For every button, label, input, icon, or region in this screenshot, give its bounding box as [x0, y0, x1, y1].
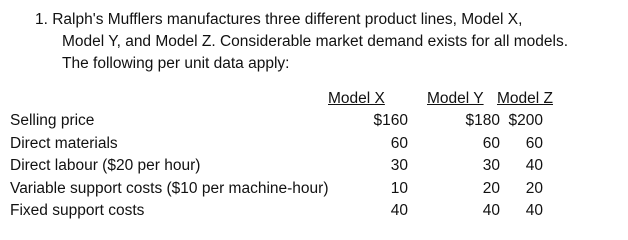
- cell-model-x: $160: [373, 112, 408, 129]
- cell-model-y: $180: [465, 112, 500, 129]
- cell-model-x: 30: [390, 157, 408, 174]
- cell-model-x: 10: [390, 179, 408, 197]
- problem-statement: [35, 9, 625, 75]
- column-header-model-x: Model X: [328, 90, 385, 107]
- column-headers: [0, 88, 628, 110]
- cell-model-z: 60: [525, 134, 543, 152]
- cell-model-y: 30: [482, 157, 500, 174]
- cell-model-x: 60: [390, 134, 408, 152]
- row-label: Direct labour ($20 per hour): [10, 157, 201, 174]
- cell-model-z: 40: [525, 157, 543, 174]
- problem-line: 1. Ralph's Mufflers manufactures three different product lines, Model X,: [35, 11, 523, 28]
- cell-model-z: 20: [525, 179, 543, 197]
- table-row: [10, 155, 610, 178]
- cost-data-table: [10, 110, 610, 223]
- cell-model-x: 40: [390, 202, 408, 219]
- row-label: Direct materials: [10, 134, 118, 152]
- table-row: [10, 178, 610, 201]
- cell-model-y: 60: [482, 134, 500, 152]
- table-row: [10, 110, 610, 133]
- table-row: [10, 200, 610, 223]
- cell-model-z: $200: [508, 112, 543, 129]
- problem-line: The following per unit data apply:: [62, 55, 290, 72]
- cell-model-y: 40: [482, 202, 500, 219]
- row-label: Selling price: [10, 112, 95, 129]
- table-row: [10, 133, 610, 156]
- row-label: Fixed support costs: [10, 202, 145, 219]
- cell-model-z: 40: [525, 202, 543, 219]
- cell-model-y: 20: [482, 179, 500, 197]
- row-label: Variable support costs ($10 per machine-hour): [10, 179, 329, 197]
- column-header-model-z: Model Z: [497, 90, 553, 107]
- problem-line: Model Y, and Model Z. Considerable market demand exists for all models.: [62, 33, 569, 50]
- column-header-model-y: Model Y: [427, 90, 484, 107]
